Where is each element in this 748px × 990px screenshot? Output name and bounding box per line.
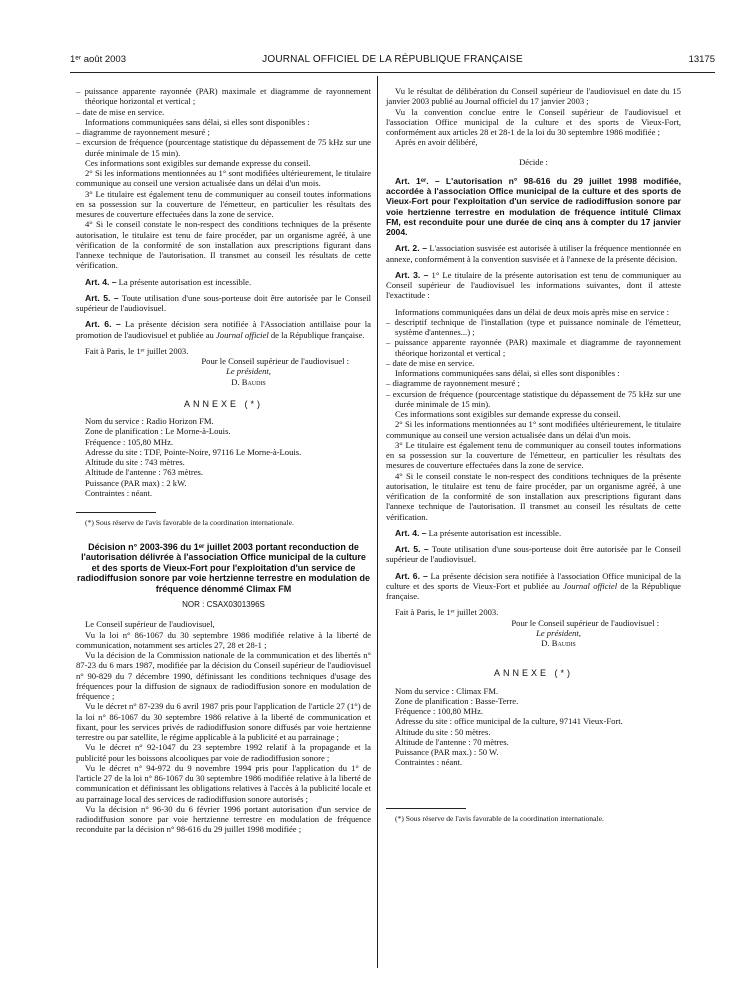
annex-row: Zone de planification : Basse-Terre. bbox=[395, 695, 519, 706]
article-text: 1° Le titulaire de la présente autorisation est tenu de communiquer au Conseil supérieur de l'audiovisuel les informations suivantes, dont il atteste l'exactitude : bbox=[386, 269, 681, 301]
article-label: Art. 6. – bbox=[85, 319, 121, 330]
article-text: La présente décision sera notifiée à l'Association antillaise pour la promotion de l'audiovisuel et publiée au bbox=[76, 319, 371, 340]
paragraph: 4° Si le conseil constate le non-respect des conditions techniques de la présente autorisation, le titulaire est tenu de faire procéder, par un organisme agréé, à une vérification de la conformité de son installation aux prescriptions figurant dans l'annexe technique de l'autorisation. Il transmet au conseil les résultats de cette vérification. bbox=[386, 470, 681, 522]
annex-row: Contraintes : néant. bbox=[85, 487, 153, 498]
page-header bbox=[70, 54, 715, 68]
annex-row: Nom du service : Climax FM. bbox=[395, 685, 499, 696]
article-label: Art. 5. – bbox=[395, 544, 429, 554]
annex-row: Nom du service : Radio Horizon FM. bbox=[85, 416, 214, 426]
paragraph: 4° Si le conseil constate le non-respect des conditions techniques de la présente autorisation, le titulaire est tenu de faire procéder, par un organisme agréé, à une vérification de la conformité de son installation aux prescriptions figurant dans l'annexe technique de l'autorisation. Il transmet au conseil les résultats de cette vérification. bbox=[76, 219, 371, 271]
annex-row: Altitude de l'antenne : 70 mètres. bbox=[395, 736, 509, 747]
nor-reference: NOR : CSAX0301396S bbox=[182, 600, 265, 609]
signature-role: Le président, bbox=[536, 627, 581, 638]
journal-ref: Journal officiel bbox=[215, 329, 269, 340]
annex-table bbox=[386, 686, 681, 768]
info-two-months-heading: Informations communiquées dans un délai de deux mois après mise en service : bbox=[395, 306, 669, 317]
annex-row: Adresse du site : office municipal de la culture, 97141 Vieux-Fort. bbox=[395, 716, 623, 727]
considerant: Vu la décision n° 96-30 du 6 février 1996 portant autorisation d'un service de radiodiffusion sonore par voie hertzienne terrestre en modulation de fréquence reconduite par la décision n° 98-616 du 29 juillet 1998 modifiée ; bbox=[76, 803, 371, 835]
article-text: Toute utilisation d'une sous-porteuse doit être autorisée par le Conseil supérieur de l'audiovisuel. bbox=[76, 292, 372, 313]
considerant: Vu la décision de la Commission nationale de la communication et des libertés n° 87-23 du 6 mars 1987, modifiée par la décision du Conseil supérieur de l'audiovisuel n° 90-829 du 7 décembre 1990, définissant les conditions techniques d'usage des fréquences pour la diffusion de signaux de radiodiffusion sonore en modulation de fréquence ; bbox=[76, 650, 371, 701]
article-3 bbox=[386, 270, 681, 301]
signature-for: Pour le Conseil supérieur de l'audiovisuel : bbox=[201, 356, 349, 366]
info-no-delay-heading: Informations communiquées sans délai, si elles sont disponibles : bbox=[85, 116, 310, 127]
article-label: Art. 6. – bbox=[395, 570, 428, 581]
annex-table bbox=[76, 416, 371, 498]
list-item: – puissance apparente rayonnée (PAR) maximale et diagramme de rayonnement théorique horizontal et vertical ; bbox=[76, 86, 371, 107]
article-label: Art. 2. – bbox=[395, 243, 427, 254]
annex-row: Fréquence : 105,80 MHz. bbox=[85, 436, 174, 447]
list-item: – diagramme de rayonnement mesuré ; bbox=[76, 127, 210, 137]
paragraph: Ces informations sont exigibles sur demande expresse du conseil. bbox=[85, 157, 311, 168]
annex-row: Altitude de l'antenne : 763 mètres. bbox=[85, 467, 204, 478]
article-text: L'association susvisée est autorisée à utiliser la fréquence mentionnée en annexe, conformément à la convention susvisée et à l'annexe de la présente décision. bbox=[386, 243, 681, 264]
annex-row: Altitude du site : 743 mètres. bbox=[85, 457, 185, 467]
article-text: de la République française. bbox=[268, 329, 365, 340]
decision-title: Décision n° 2003-396 du 1ᵉʳ juillet 2003 portant reconduction de l'autorisation délivrée à l'association Office municipal de la culture et des sports de Vieux-Fort pour l'exploitation d'un service de radiodiffusion sonore par voie hertzienne terrestre en modulation de fréquence dénommé Climax FM bbox=[76, 541, 371, 594]
article-5 bbox=[386, 544, 681, 565]
paragraph: 3° Le titulaire est également tenu de communiquer au conseil toutes informations en sa possession sur la couverture de l'émetteur, en particulier les résultats des mesures de couverture effectuées dans la zone de service. bbox=[386, 439, 681, 471]
paragraph: 3° Le titulaire est également tenu de communiquer au conseil toutes informations en sa possession sur la couverture de l'émetteur, en particulier les résultats des mesures de couverture effectuées dans la zone de service. bbox=[76, 188, 371, 219]
considerant: Vu la convention conclue entre le Conseil supérieur de l'audiovisuel et l'association Office municipal de la culture et des sports de Vieux-Fort, conformément aux articles 28 et 28-1 de la loi du 30 septembre 1986 modifiée ; bbox=[386, 106, 681, 137]
list-item: – excursion de fréquence (pourcentage statistique du dépassement de 75 kHz sur une durée minimale de 15 min). bbox=[386, 388, 681, 409]
considerant: Vu le décret n° 92-1047 du 23 septembre 1992 relatif à la propagande et la publicité pour les boissons alcooliques par voie de radiodiffusion sonore ; bbox=[76, 742, 371, 763]
list-item: – diagramme de rayonnement mesuré ; bbox=[386, 378, 520, 389]
header-rule bbox=[70, 72, 715, 73]
annex-row: Zone de planification : Le Morne-à-Louis. bbox=[85, 426, 231, 437]
paragraph: 2° Si les informations mentionnées au 1° sont modifiées ultérieurement, le titulaire communique au conseil une version actualisée dans un délai d'un mois. bbox=[76, 168, 371, 189]
article-label: Art. 5. – bbox=[85, 292, 119, 303]
article-6 bbox=[76, 319, 371, 340]
article-1 bbox=[386, 176, 681, 238]
list-item: – descriptif technique de l'installation (type et puissance nominale de l'émetteur, système d'antennes...) ; bbox=[386, 316, 681, 337]
signature-for: Pour le Conseil supérieur de l'audiovisuel : bbox=[511, 617, 659, 628]
info-no-delay-heading: Informations communiquées sans délai, si elles sont disponibles : bbox=[395, 368, 620, 378]
annex-row: Adresse du site : TDF, Pointe-Noire, 97116 Le Morne-à-Louis. bbox=[85, 446, 302, 457]
paragraph: 2° Si les informations mentionnées au 1° sont modifiées ultérieurement, le titulaire communique au conseil une version actualisée dans un délai d'un mois. bbox=[386, 419, 681, 440]
signature-name: D. Baudis bbox=[231, 376, 266, 387]
annex-row: Altitude du site : 50 mètres. bbox=[395, 726, 491, 737]
footnote: (*) Sous réserve de l'avis favorable de la coordination internationale. bbox=[85, 518, 294, 527]
column-divider bbox=[377, 76, 378, 968]
list-item: – date de mise en service. bbox=[76, 106, 165, 117]
annex-row: Contraintes : néant. bbox=[395, 757, 463, 768]
signature-role: Le président, bbox=[226, 366, 271, 377]
journal-title: JOURNAL OFFICIEL DE LA RÉPUBLIQUE FRANÇAISE bbox=[262, 54, 523, 65]
article-text: Toute utilisation d'une sous-porteuse doit être autorisée par le Conseil supérieur de l'audiovisuel. bbox=[386, 544, 682, 565]
considerant: Vu le résultat de délibération du Conseil supérieur de l'audiovisuel en date du 15 janvier 2003 publié au Journal officiel du 17 janvier 2003 ; bbox=[386, 86, 681, 107]
list-item: – excursion de fréquence (pourcentage statistique du dépassement de 75 kHz sur une durée minimale de 15 min). bbox=[76, 137, 371, 158]
article-2 bbox=[386, 243, 681, 264]
article-4 bbox=[76, 277, 371, 287]
signature-name: D. Baudis bbox=[541, 638, 576, 648]
annex-title: ANNEXE (*) bbox=[493, 668, 573, 679]
article-6 bbox=[386, 571, 681, 602]
journal-ref: Journal officiel bbox=[563, 580, 618, 591]
decide-heading: Décide : bbox=[519, 156, 548, 167]
article-text: La présente décision sera notifiée à l'association Office municipal de la culture et des sports de Vieux-Fort et publiée au bbox=[386, 570, 681, 591]
considerant: Vu le décret n° 87-239 du 6 avril 1987 pris pour l'application de l'article 27 (1°) de la loi n° 86-1067 du 30 septembre 1986 relative à la liberté de communication et fixant, pour les services privés de radiodiffusion sonore diffusés par voie hertzienne terrestre ou par satellite, le régime applicable à la publicité et au parrainage ; bbox=[76, 701, 371, 742]
list-item: – puissance apparente rayonnée (PAR) maximale et diagramme de rayonnement théorique horizontal et vertical ; bbox=[386, 337, 681, 358]
article-label: Art. 4. – bbox=[395, 527, 427, 538]
done-at: Fait à Paris, le 1ᵉʳ juillet 2003. bbox=[395, 607, 499, 618]
article-text: de la République française. bbox=[386, 580, 681, 601]
considerant: Après en avoir délibéré, bbox=[395, 137, 478, 148]
footnote-rule bbox=[76, 512, 156, 513]
paragraph: Ces informations sont exigibles sur demande expresse du conseil. bbox=[395, 409, 621, 419]
left-column bbox=[76, 86, 371, 835]
considerant: Le Conseil supérieur de l'audiovisuel, bbox=[85, 619, 215, 630]
article-text: La présente autorisation est incessible. bbox=[116, 276, 252, 287]
footnote-rule bbox=[386, 808, 466, 809]
annex-row: Fréquence : 100,80 MHz. bbox=[395, 706, 484, 716]
footnote: (*) Sous réserve de l'avis favorable de la coordination internationale. bbox=[395, 813, 604, 823]
list-item: – date de mise en service. bbox=[386, 357, 475, 368]
annex-row: Puissance (PAR max) : 2 kW. bbox=[85, 477, 187, 488]
article-text: L'autorisation n° 98-616 du 29 juillet 1998 modifiée, accordée à l'association Office municipal de la culture et des sports de Vieux-Fort pour l'exploitation d'un service de radiodiffusion sonore par voie hertzienne terrestre en modulation de fréquence intitulé Climax FM, est reconduite pour une durée de cinq ans à compter du 17 janvier 2004. bbox=[386, 175, 682, 237]
done-at: Fait à Paris, le 1ᵉʳ juillet 2003. bbox=[85, 345, 189, 356]
article-label: Art. 3. – bbox=[395, 269, 429, 280]
considerant: Vu la loi n° 86-1067 du 30 septembre 1986 modifiée relative à la liberté de communication, notamment ses articles 27, 28 et 28-1 ; bbox=[76, 629, 371, 650]
annex-row: Puissance (PAR max.) : 50 W. bbox=[395, 747, 499, 757]
annex-title: ANNEXE (*) bbox=[183, 398, 263, 409]
article-label: Art. 1ᵉʳ. – bbox=[395, 175, 440, 186]
article-5 bbox=[76, 293, 371, 314]
article-4 bbox=[386, 528, 681, 538]
issue-date: 1ᵉʳ août 2003 bbox=[70, 54, 126, 65]
page-number: 13175 bbox=[688, 54, 715, 65]
article-label: Art. 4. – bbox=[85, 276, 117, 287]
right-column bbox=[386, 86, 681, 823]
considerant: Vu le décret n° 94-972 du 9 novembre 1994 pris pour l'application du 1° de l'article 27 de la loi n° 86-1067 du 30 septembre 1986 modifiée relative à la liberté de communication et définissant les obligations relatives à l'accès à la publicité locale et au parrainage local des services de radiodiffusion sonore autorisés ; bbox=[76, 762, 371, 804]
article-text: La présente autorisation est incessible. bbox=[426, 527, 562, 538]
